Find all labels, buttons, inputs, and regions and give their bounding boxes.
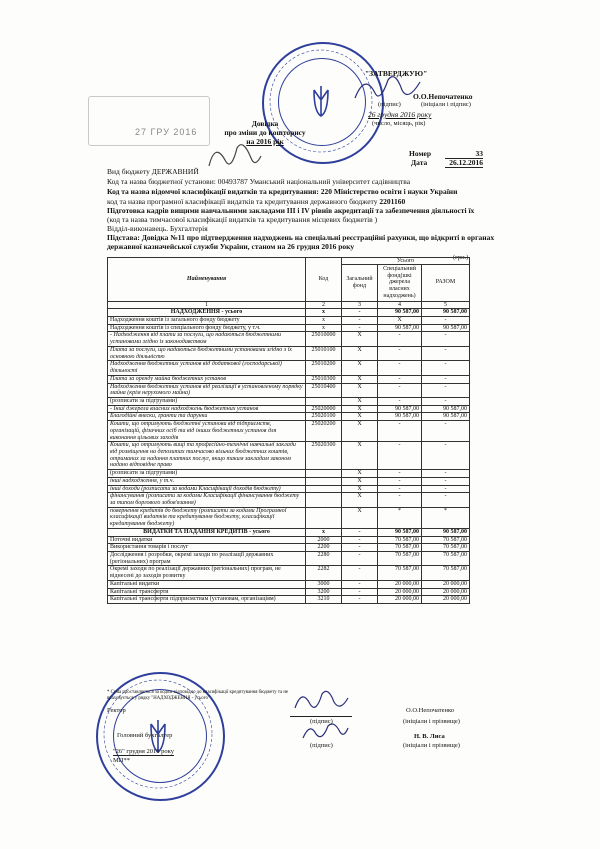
- doc-subtitle: про зміни до кошторису: [224, 128, 306, 137]
- row-general: Х: [342, 442, 378, 470]
- row-name: інші доходи (розписати за кодами Класифікації доходів бюджету): [108, 485, 306, 493]
- header-sum: РАЗОМ: [422, 265, 470, 302]
- row-general: Х: [342, 477, 378, 485]
- row-name: Надходження коштів із загального фонду бюджету: [108, 317, 306, 325]
- row-name: Окремі заходи по реалізації державних (регіональних) програм, не віднесені до заходів розвитку: [108, 566, 306, 580]
- row-special: -: [378, 346, 422, 360]
- department-line: Код та назва відомчої класифікації видатків та кредитування: 220 Міністерство освіти і науки України: [107, 187, 458, 196]
- row-special: -: [378, 383, 422, 397]
- row-name: Капітальні трансферти підприємствам (установам, організаціям): [108, 596, 306, 604]
- row-name: ВИДАТКИ ТА НАДАННЯ КРЕДИТІВ - усього: [108, 528, 306, 536]
- row-sum: -: [422, 383, 470, 397]
- row-sum: 90 587,00: [422, 405, 470, 413]
- table-row: [108, 383, 470, 397]
- table-row: [108, 588, 470, 596]
- table-row: [108, 405, 470, 413]
- row-code: 25010000: [306, 332, 342, 346]
- row-special: 90 587,00: [378, 528, 422, 536]
- row-code: [306, 397, 342, 405]
- col-number: 2: [306, 301, 342, 309]
- table-row: [108, 477, 470, 485]
- row-name: Надходження коштів із спеціального фонду бюджету, у т.ч.: [108, 324, 306, 332]
- row-name: - Надходження від плати за послуги, що надаються бюджетними установами згідно із законодавством: [108, 332, 306, 346]
- row-sum: 70 587,00: [422, 544, 470, 552]
- table-row: [108, 566, 470, 580]
- accountant-label: Головний бухгалтер: [117, 732, 173, 739]
- table-row: [108, 442, 470, 470]
- row-name: Плата за оренду майна бюджетних установ: [108, 375, 306, 383]
- row-sum: -: [422, 477, 470, 485]
- unit-label: (грн.): [453, 254, 469, 261]
- row-name: Використання товарів і послуг: [108, 544, 306, 552]
- row-name: Надходження бюджетних установ від додаткової (господарської) діяльності: [108, 361, 306, 375]
- row-general: Х: [342, 493, 378, 507]
- doc-year: на 2016 рік: [246, 137, 284, 146]
- row-name: Кошти, що отримують бюджетні установи від підприємств, організацій, фізичних осіб та від інших бюджетних установ для виконання цільових заходів: [108, 421, 306, 442]
- number-value: 33: [445, 149, 483, 159]
- row-code: [306, 507, 342, 528]
- rector-name: О.О.Непочатенко: [406, 707, 455, 714]
- row-name: фінансування (розписати за кодами Класифікації фінансування бюджету за типом боргового зобов'язання): [108, 493, 306, 507]
- row-code: х: [306, 317, 342, 325]
- program-line: [107, 197, 487, 206]
- row-code: 25010400: [306, 383, 342, 397]
- row-special: 70 587,00: [378, 566, 422, 580]
- table-row: [108, 397, 470, 405]
- row-name: Кошти, що отримують вищі та професійно-технічні навчальні заклади від розміщення на депозитах тимчасово вільних бюджетних коштів, отриманих за надання платних послуг, якщо таким закладам законом надано відповідне право: [108, 442, 306, 470]
- row-special: -: [378, 361, 422, 375]
- row-sum: -: [422, 375, 470, 383]
- temp-classification: (код та назва тимчасової класифікації видатків та кредитування місцевих бюджетів ): [107, 215, 378, 224]
- row-general: -: [342, 544, 378, 552]
- row-general: Х: [342, 405, 378, 413]
- received-date-text: 27 ГРУ 2016: [135, 127, 198, 137]
- program-label: код та назва програмної класифікації видатків та кредитування державного бюджету: [107, 197, 378, 206]
- row-special: 20 000,00: [378, 596, 422, 604]
- table-row: [108, 375, 470, 383]
- row-special: -: [378, 421, 422, 442]
- row-general: Х: [342, 413, 378, 421]
- row-general: Х: [342, 383, 378, 397]
- row-sum: 70 587,00: [422, 552, 470, 566]
- header-general-fund: Загальний фонд: [342, 265, 378, 302]
- table-row: [108, 485, 470, 493]
- row-special: 90 587,00: [378, 413, 422, 421]
- row-general: Х: [342, 485, 378, 493]
- received-date-stamp: [88, 96, 210, 146]
- row-name: Надходження бюджетних установ від реалізації в установленому порядку майна (крім нерухомого майна): [108, 383, 306, 397]
- row-code: 2200: [306, 544, 342, 552]
- date-label: Дата: [411, 158, 428, 167]
- estimate-changes-table: [107, 257, 470, 604]
- accountant-initials-label: (ініціали і прізвище): [403, 742, 460, 749]
- table-row: [108, 552, 470, 566]
- doc-title: Довідка: [251, 119, 279, 128]
- institution-line: Код та назва бюджетної установи: 00493787 Уманський національний університет садівництва: [107, 177, 411, 186]
- col-number: 3: [342, 301, 378, 309]
- budget-type: Вид бюджету ДЕРЖАВНИЙ: [107, 167, 199, 176]
- approval-name: О.О.Непочатенко: [413, 92, 473, 101]
- table-row: [108, 421, 470, 442]
- table-row: [108, 346, 470, 360]
- table-body: [108, 309, 470, 604]
- row-code: 3200: [306, 588, 342, 596]
- approval-initials-label: (ініціали і підпис): [421, 101, 471, 108]
- row-code: [306, 493, 342, 507]
- row-code: 25020200: [306, 421, 342, 442]
- row-name: інші надходження, у т.ч.: [108, 477, 306, 485]
- row-general: Х: [342, 346, 378, 360]
- row-code: 2000: [306, 536, 342, 544]
- row-name: (розписати за підгрупами): [108, 470, 306, 478]
- approval-signature-label: (підпис): [378, 101, 401, 108]
- row-code: 25020100: [306, 413, 342, 421]
- table-row: [108, 413, 470, 421]
- row-general: -: [342, 309, 378, 317]
- row-special: 20 000,00: [378, 580, 422, 588]
- basis-line: Підстава: Довідка №11 про підтвердження надходжень на спеціальні реєстраційні рахунки, що відкриті в органах державної казначейської служби України, станом на 26 грудня 2016 року: [107, 233, 495, 251]
- row-sum: -: [422, 317, 470, 325]
- row-name: НАДХОДЖЕННЯ - усього: [108, 309, 306, 317]
- header-name: Найменування: [108, 258, 306, 302]
- row-special: 70 587,00: [378, 536, 422, 544]
- row-general: Х: [342, 470, 378, 478]
- row-general: Х: [342, 332, 378, 346]
- table-row: [108, 332, 470, 346]
- table-row: [108, 470, 470, 478]
- row-name: - Інші джерела власних надходжень бюджетних установ: [108, 405, 306, 413]
- table-row: [108, 361, 470, 375]
- row-general: Х: [342, 507, 378, 528]
- row-special: 70 587,00: [378, 544, 422, 552]
- row-general: -: [342, 317, 378, 325]
- row-sum: 90 587,00: [422, 528, 470, 536]
- row-special: Х: [378, 317, 422, 325]
- row-code: [306, 477, 342, 485]
- row-code: 3210: [306, 596, 342, 604]
- row-name: Плата за послуги, що надаються бюджетними установами згідно з їх основною діяльністю: [108, 346, 306, 360]
- row-sum: 20 000,00: [422, 596, 470, 604]
- row-special: -: [378, 332, 422, 346]
- row-special: -: [378, 375, 422, 383]
- row-general: -: [342, 596, 378, 604]
- approval-heading: "ЗАТВЕРДЖУЮ": [365, 69, 428, 78]
- row-general: Х: [342, 375, 378, 383]
- row-code: 2282: [306, 566, 342, 580]
- row-special: 90 587,00: [378, 309, 422, 317]
- row-sum: -: [422, 332, 470, 346]
- row-general: Х: [342, 361, 378, 375]
- header-special-fund: Спеціальний фонд(шкі джерела власних надходжень): [378, 265, 422, 302]
- table-row: [108, 536, 470, 544]
- row-special: -: [378, 470, 422, 478]
- row-sum: 20 000,00: [422, 580, 470, 588]
- rector-label: Ректор: [107, 707, 126, 714]
- row-special: 20 000,00: [378, 588, 422, 596]
- row-sum: -: [422, 442, 470, 470]
- table-row: [108, 493, 470, 507]
- row-code: х: [306, 528, 342, 536]
- accountant-name: Н. В. Лиса: [414, 733, 445, 740]
- row-special: -: [378, 477, 422, 485]
- col-number: 1: [108, 301, 306, 309]
- row-special: 70 587,00: [378, 552, 422, 566]
- row-general: -: [342, 566, 378, 580]
- row-special: -: [378, 397, 422, 405]
- row-name: Дослідження і розробки, окремі заходи по реалізації державних (регіональних) програм: [108, 552, 306, 566]
- header-total-group: Усього: [342, 258, 470, 265]
- row-special: -: [378, 493, 422, 507]
- row-sum: -: [422, 421, 470, 442]
- table-row: [108, 324, 470, 332]
- rector-sig-label: (підпис): [310, 718, 333, 725]
- table-row: [108, 596, 470, 604]
- row-sum: -: [422, 493, 470, 507]
- row-general: -: [342, 536, 378, 544]
- program-code: 2201160: [379, 197, 406, 206]
- row-general: Х: [342, 397, 378, 405]
- row-sum: 70 587,00: [422, 536, 470, 544]
- row-special: -: [378, 485, 422, 493]
- row-special: 90 587,00: [378, 324, 422, 332]
- accountant-sig-label: (підпис): [310, 742, 333, 749]
- row-code: 25010300: [306, 375, 342, 383]
- signature-scribble-rector: [292, 686, 352, 716]
- table-row: [108, 309, 470, 317]
- row-sum: -: [422, 485, 470, 493]
- row-sum: *: [422, 507, 470, 528]
- footnote: * Сума проставляється за кодом відповідно до класифікації кредитування бюджету та не враховується у рядку "НАДХОДЖЕННЯ - усього": [107, 690, 289, 701]
- row-general: -: [342, 580, 378, 588]
- number-label: Номер: [409, 149, 432, 158]
- row-name: Благодійні внески, гранти та дарунки: [108, 413, 306, 421]
- row-name: повернення кредитів до бюджету (розписати за кодами Програмної класифікації видатків та кредитування бюджету, класифікації кредитування бюджету): [108, 507, 306, 528]
- row-general: -: [342, 588, 378, 596]
- approval-date: 26 грудня 2016 року: [368, 110, 432, 119]
- row-code: 25010200: [306, 361, 342, 375]
- executor-line: Відділ-виконавець. Бухгалтерія: [107, 224, 208, 233]
- mp-label: МП**: [113, 757, 130, 764]
- row-sum: -: [422, 470, 470, 478]
- row-code: 25010100: [306, 346, 342, 360]
- col-number: 4: [378, 301, 422, 309]
- row-sum: 70 587,00: [422, 566, 470, 580]
- approval-date-label: (число, місяць, рік): [372, 120, 426, 127]
- row-code: х: [306, 309, 342, 317]
- table-row: [108, 544, 470, 552]
- table-row: [108, 507, 470, 528]
- program-name: Підготовка кадрів вищими навчальними закладами ІІІ і IV рівнів акредитації та забезпечення діяльності їх: [107, 206, 475, 215]
- row-code: 25020000: [306, 405, 342, 413]
- row-code: 2280: [306, 552, 342, 566]
- row-general: -: [342, 552, 378, 566]
- row-code: 25020300: [306, 442, 342, 470]
- row-name: (розписати за підгрупами): [108, 397, 306, 405]
- row-special: 90 587,00: [378, 405, 422, 413]
- row-sum: -: [422, 361, 470, 375]
- row-name: Капітальні трансферти: [108, 588, 306, 596]
- row-code: [306, 470, 342, 478]
- header-code: Код: [306, 258, 342, 302]
- date-line: "26" грудня 2016 року: [113, 748, 174, 755]
- row-special: -: [378, 442, 422, 470]
- rector-signature-line: [290, 715, 352, 717]
- row-sum: 20 000,00: [422, 588, 470, 596]
- table-row: [108, 528, 470, 536]
- row-name: Поточні видатки: [108, 536, 306, 544]
- row-code: 3000: [306, 580, 342, 588]
- row-sum: 90 587,00: [422, 324, 470, 332]
- row-general: -: [342, 528, 378, 536]
- row-general: -: [342, 324, 378, 332]
- rector-initials-label: (ініціали і прізвище): [403, 718, 460, 725]
- row-sum: -: [422, 397, 470, 405]
- row-code: х: [306, 324, 342, 332]
- row-sum: 90 587,00: [422, 413, 470, 421]
- row-general: Х: [342, 421, 378, 442]
- row-sum: -: [422, 346, 470, 360]
- row-sum: 90 587,00: [422, 309, 470, 317]
- table-row: [108, 580, 470, 588]
- col-number: 5: [422, 301, 470, 309]
- date-value: 26.12.2016: [445, 158, 483, 168]
- row-code: [306, 485, 342, 493]
- table-row: [108, 317, 470, 325]
- row-name: Капітальні видатки: [108, 580, 306, 588]
- row-special: *: [378, 507, 422, 528]
